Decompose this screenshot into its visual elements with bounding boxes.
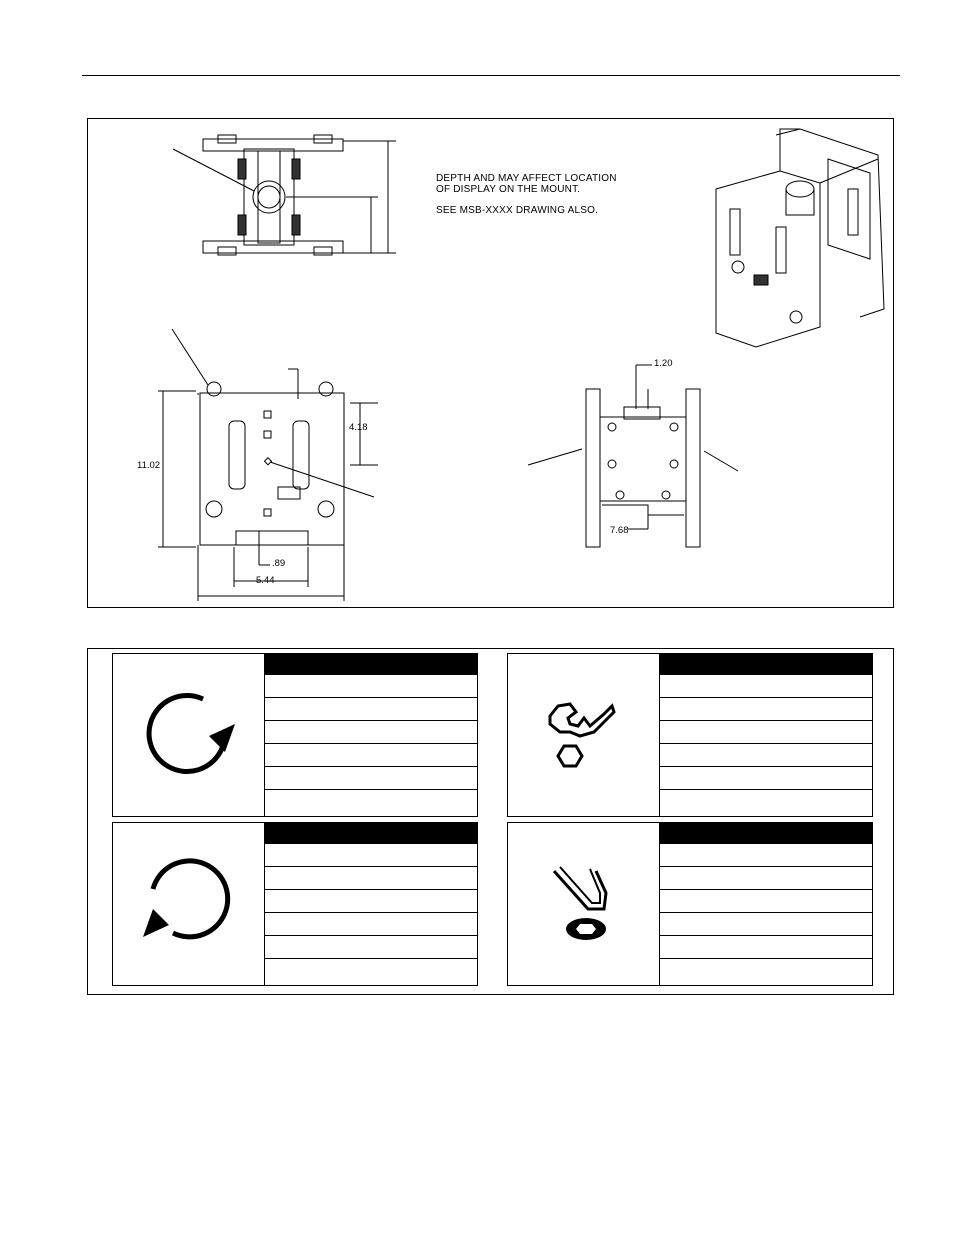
legend-icon-cell: [508, 823, 660, 985]
legend-box-counterclockwise: [112, 822, 478, 986]
legend-table: [659, 654, 872, 816]
legend-table-row: [659, 744, 872, 767]
legend-table-row: [264, 936, 477, 959]
legend-table-row: [264, 844, 477, 867]
front-view-drawing: [158, 329, 378, 601]
dim-hole-spacing: 4.18: [349, 422, 368, 433]
side-view-drawing: [528, 365, 738, 547]
legend-table-row: [264, 890, 477, 913]
top-view-drawing: [173, 135, 396, 255]
legend-box-allen-key: [507, 822, 873, 986]
legend-table-row: [264, 959, 477, 982]
dim-channel-width: 7.68: [610, 525, 629, 536]
allen-key-hex-socket-icon: [508, 823, 659, 985]
legend-table: [659, 823, 872, 985]
technical-drawing-panel: [87, 118, 894, 608]
legend-table-row: [659, 913, 872, 936]
legend-table-row: [659, 867, 872, 890]
tool-legend-panel: [87, 648, 894, 995]
legend-table-row: [659, 675, 872, 698]
legend-table-row: [264, 675, 477, 698]
legend-icon-cell: [113, 823, 265, 985]
legend-box-wrench: [507, 653, 873, 817]
legend-table-row: [659, 721, 872, 744]
dim-top-offset: 1.20: [654, 358, 673, 369]
legend-table-row: [264, 767, 477, 790]
header-rule: [82, 75, 900, 76]
isometric-view-drawing: [716, 129, 884, 347]
dim-slot-offset: .89: [272, 558, 286, 569]
legend-table-row: [659, 890, 872, 913]
legend-table: [264, 654, 477, 816]
legend-table-row: [264, 867, 477, 890]
drawing-note-line-1: DEPTH AND MAY AFFECT LOCATION: [436, 173, 617, 184]
legend-icon-cell: [113, 654, 265, 816]
legend-table-row: [264, 698, 477, 721]
legend-table-row: [264, 744, 477, 767]
legend-box-clockwise: [112, 653, 478, 817]
counterclockwise-arrow-icon: [113, 823, 264, 985]
legend-table-row: [659, 767, 872, 790]
legend-table-row: [264, 721, 477, 744]
dim-slot-width: 5.44: [256, 575, 275, 586]
legend-table-header: [264, 654, 477, 675]
drawing-note-line-2: OF DISPLAY ON THE MOUNT.: [436, 184, 581, 195]
legend-table: [264, 823, 477, 985]
clockwise-arrow-icon: [113, 654, 264, 816]
drawing-note-line-3: SEE MSB-XXXX DRAWING ALSO.: [436, 205, 599, 216]
legend-table-row: [264, 913, 477, 936]
legend-table-header: [659, 823, 872, 844]
legend-table-header: [264, 823, 477, 844]
dim-height-total: 11.02: [137, 460, 161, 471]
legend-table-row: [659, 698, 872, 721]
legend-table-row: [659, 790, 872, 813]
legend-table-row: [264, 790, 477, 813]
legend-table-row: [659, 936, 872, 959]
wrench-hex-nut-icon: [508, 654, 659, 816]
legend-table-row: [659, 959, 872, 982]
legend-table-row: [659, 844, 872, 867]
legend-icon-cell: [508, 654, 660, 816]
legend-table-header: [659, 654, 872, 675]
